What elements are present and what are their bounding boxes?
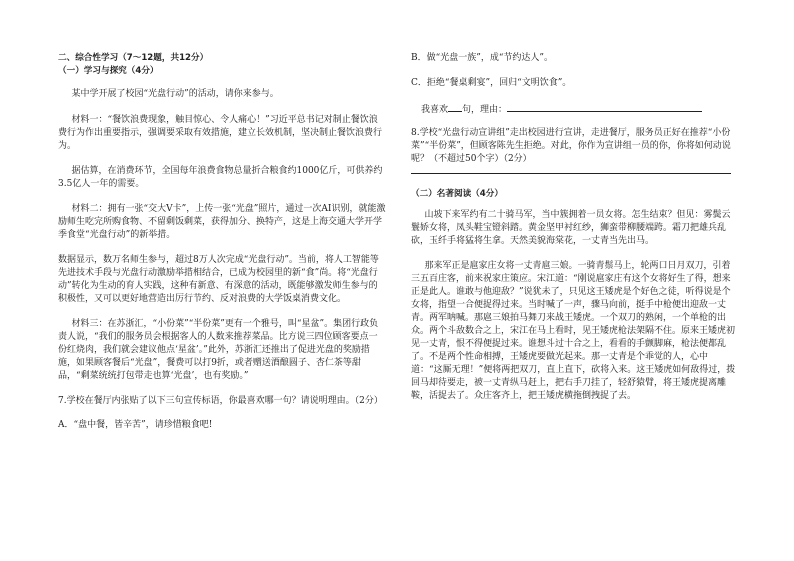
right-column xyxy=(411,52,739,403)
like-prefix: 我喜欢 xyxy=(421,105,449,115)
choice-blank[interactable] xyxy=(448,102,462,112)
option-a: A．“盘中餐，皆辛苦”，请珍惜粮食吧! xyxy=(58,420,213,430)
answer-line-8[interactable] xyxy=(411,172,731,174)
left-column xyxy=(58,52,386,432)
like-mid: 句，理由： xyxy=(462,105,508,115)
reason-blank[interactable] xyxy=(507,102,702,112)
subsection-2-title: （二）名著阅读（4分） xyxy=(411,189,503,199)
material-2: 材料二：拥有一张“交大V卡”，上传一张“光盘”照片，通过一次AI识别，就能激励师生吃完所购食物、不留剩饭剩菜，获得加分、换特产，这是上海交通大学开学季食堂“光盘行动”的新举措。 xyxy=(58,204,386,240)
material-3: 材料三：在苏浙汇，“小份菜”“半份菜”更有一个雅号，叫“星盆”。集团行政负责人说，“我们的服务员会根据客人的人数来推荐菜品。比方说三四位顾客要点一份红烧肉，我们就会建议他点‘星盆’。”此外，苏浙汇还推出了促进光盘的奖励措施，如果顾客餐后“光盘”，餐费可以打9折，或者赠送酒酿圆子、杏仁茶等甜品，“剩菜统统打包带走也算‘光盘’，也有奖励。” xyxy=(58,319,379,381)
answer-line-7 xyxy=(411,102,739,117)
option-b: B．做“光盘一族”，成“节约达人”。 xyxy=(411,53,554,63)
intro-text: 某中学开展了校园“光盘行动”的活动，请你来参与。 xyxy=(71,89,279,99)
passage-paragraph-1: 山坡下来军约有二十骑马军，当中簇拥着一员女将。怎生结束？但见：雾鬓云鬟娇女将，凤头鞋宝镫斜踏。黄金坚甲衬红纱，狮蛮带柳腰端跨。霜刀把雄兵乱砍，玉纤手将猛将生拿。天然美貌海棠花，一丈青当先出马。 xyxy=(411,210,731,246)
data-display-text: 数据显示，数万名师生参与，超过8万人次完成“光盘行动”。当前，将人工智能等先进技术手段与光盘行动激励举措相结合，已成为校园里的新“食”尚。将“光盘行动”转化为生动的育人实践，这种有新意、有深意的活动，既能够激发师生参与的积极性，又可以更好地营造出厉行节约、反对浪费的大学饭桌消费文化。 xyxy=(58,255,379,304)
material-1: 材料一：“餐饮浪费现象，触目惊心、令人痛心！”习近平总书记对制止餐饮浪费行为作出重要指示，强调要采取有效措施，建立长效机制，坚决制止餐饮浪费行为。 xyxy=(58,115,383,151)
question-8: 8.学校“光盘行动宣讲组”走出校园进行宣讲，走进餐厅，服务员正好在推荐“小份菜”“半份菜”，但顾客陈先生拒绝。对此，你作为宣讲组一员的你，你将如何动说呢？（不超过50个字）（2分） xyxy=(411,128,731,164)
option-c: C．拒绝“餐桌剩宴”，回归“文明饮食”。 xyxy=(411,78,572,88)
passage-paragraph-2: 那来军正是扈家庄女将一丈青扈三娘。一骑青鬃马上，轮两口日月双刀，引着三五百庄客，前来祝家庄策应。宋江道：“刚说扈家庄有这个女将好生了得，想来正是此人。谁敢与他迎敌？”说犹未了，只见这王矮虎是个好色之徒，听得说是个女将，指望一合便捉得过来。当时喊了一声，骤马向前，挺手中枪便出迎敌一丈青。两军呐喊。那扈三娘拍马舞刀来战王矮虎。一个双刀的熟闲，一个单枪的出众。两个斗敌数合之上，宋江在马上看时，见王矮虎枪法架隔不住。原来王矮虎初见一丈青，恨不得便捉过来。谁想斗过十合之上，看看的手颤脚麻，枪法便都乱了。不是两个性命相搏，王矮虎要做光起来。那一丈青是个乖觉的人，心中道：“这厮无理！”便将两把双刀，直上直下，砍将入来。这王矮虎如何敌得过，拨回马却待要走，被一丈青纵马赶上，把右手刀挂了，轻舒猿臂，将王矮虎提离雕鞍，活捉去了。众庄客齐上，把王矮虎横拖倒拽捉了去。 xyxy=(411,261,736,401)
estimate-text: 据估算，在消费环节，全国每年浪费食物总量折合粮食约1000亿斤，可供养约3.5亿人一年的需要。 xyxy=(58,166,383,189)
section-title: 二、综合性学习（7～12题，共12分） xyxy=(58,53,209,63)
subsection-title: （一）学习与探究（4分） xyxy=(58,66,159,76)
question-7: 7.学校在餐厅内张贴了以下三句宣传标语，你最喜欢哪一句？请说明理由。（2分） xyxy=(58,396,383,406)
